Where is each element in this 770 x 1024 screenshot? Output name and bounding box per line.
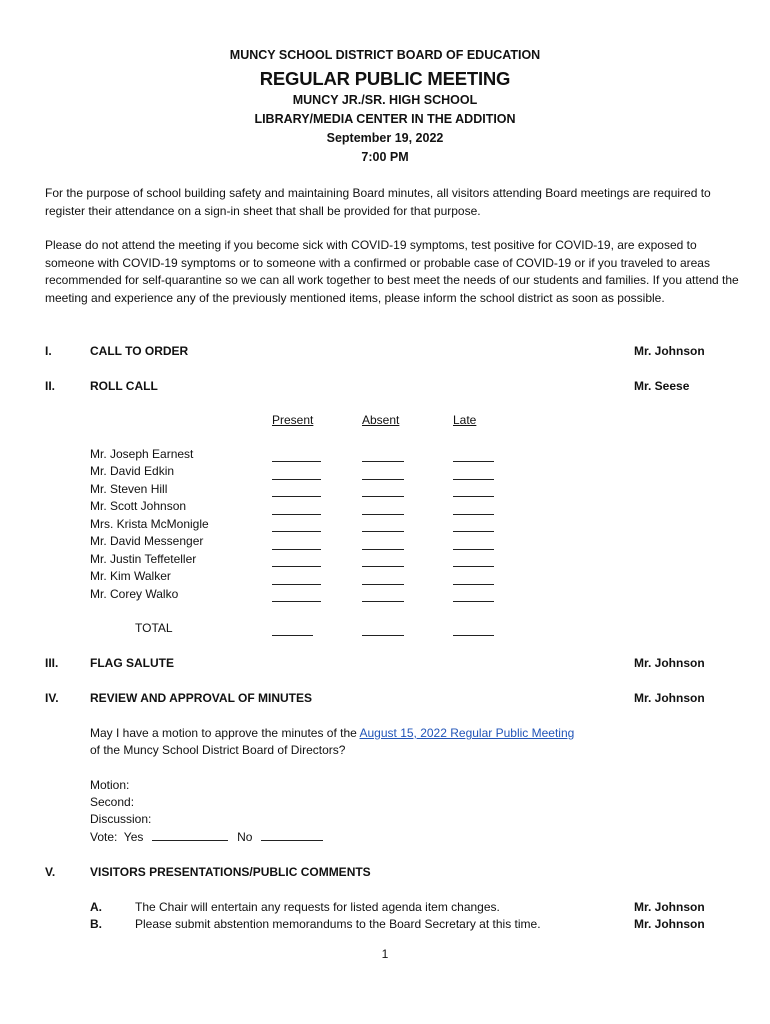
item-presenter: Mr. Seese [634,379,690,393]
roll-call-blank [272,601,321,602]
second-label: Second: [90,795,135,809]
roll-call-blank [272,549,321,550]
item-number: II. [45,379,56,393]
item-title: REVIEW AND APPROVAL OF MINUTES [90,691,313,705]
roll-call-blank [362,549,404,550]
school-name: MUNCY JR./SR. HIGH SCHOOL [292,93,478,107]
item-title: CALL TO ORDER [90,344,189,358]
total-blank [362,635,404,636]
column-header-present: Present [272,413,314,427]
roll-call-blank [362,514,404,515]
subitem-presenter: Mr. Johnson [634,900,705,914]
column-header-late: Late [453,413,477,427]
roll-call-member: Mr. Kim Walker [90,569,171,583]
roll-call-blank [362,496,404,497]
vote-line [90,830,323,844]
item-title: VISITORS PRESENTATIONS/PUBLIC COMMENTS [90,865,371,879]
roll-call-member: Mr. Justin Teffeteller [90,552,197,566]
meeting-title: REGULAR PUBLIC MEETING [259,68,511,89]
roll-call-blank [362,584,404,585]
roll-call-blank [362,531,404,532]
meeting-date: September 19, 2022 [326,131,444,145]
item-presenter: Mr. Johnson [634,656,705,670]
total-blank [453,635,494,636]
subitem-letter: A. [90,900,102,914]
subitem-presenter: Mr. Johnson [634,917,705,931]
roll-call-blank [272,514,321,515]
roll-call-member: Mr. Joseph Earnest [90,447,194,461]
intro-paragraph-covid: Please do not attend the meeting if you become sick with COVID-19 symptoms, test positive for COVID-19, are exposed to someone with COVID-19 symptoms or to someone with a confirmed or probable case of COVID-19 or if you traveled to areas recommended for self-quarantine so we can all work together to best meet the needs of our students and families. If you attend the meeting and experience any of the previously mentioned items, please inform the school district as soon as possible. [45,238,739,305]
subitem-text: The Chair will entertain any requests for listed agenda item changes. [135,900,500,914]
discussion-label: Discussion: [90,812,152,826]
roll-call-blank [272,584,321,585]
district-name: MUNCY SCHOOL DISTRICT BOARD OF EDUCATION [229,48,541,62]
item-number: III. [45,656,59,670]
minutes-link[interactable]: August 15, 2022 Regular Public Meeting [359,726,575,740]
subitem-letter: B. [90,917,102,931]
vote-no-blank [261,830,323,841]
meeting-time: 7:00 PM [361,150,409,164]
item-title: ROLL CALL [90,379,158,393]
roll-call-blank [272,566,321,567]
total-blank [272,635,313,636]
item-number: I. [45,344,52,358]
vote-yes-blank [152,830,228,841]
roll-call-blank [272,496,321,497]
page-number: 1 [381,947,389,961]
roll-call-blank [453,549,494,550]
intro-paragraph-signin: For the purpose of school building safety and maintaining Board minutes, all visitors attending Board meetings are required to register their attendance on a sign-in sheet that shall be provided for that purpose. [45,186,711,218]
roll-call-blank [362,566,404,567]
roll-call-blank [453,461,494,462]
roll-call-blank [453,514,494,515]
roll-call-blank [362,601,404,602]
roll-call-blank [272,461,321,462]
item-presenter: Mr. Johnson [634,691,705,705]
roll-call-blank [272,479,321,480]
item-presenter: Mr. Johnson [634,344,705,358]
roll-call-blank [453,601,494,602]
roll-call-blank [453,566,494,567]
vote-yes-label: Vote: Yes [90,830,144,844]
column-header-absent: Absent [362,413,400,427]
roll-call-blank [272,531,321,532]
roll-call-blank [453,584,494,585]
item-number: V. [45,865,56,879]
minutes-motion-prefix: May I have a motion to approve the minutes of the [90,726,360,740]
roll-call-member: Mr. Scott Johnson [90,499,187,513]
total-label: TOTAL [135,621,173,635]
item-title: FLAG SALUTE [90,656,174,670]
minutes-motion-text [90,726,574,740]
vote-no-label: No [237,830,253,844]
roll-call-blank [453,479,494,480]
meeting-location: LIBRARY/MEDIA CENTER IN THE ADDITION [254,112,516,126]
roll-call-member: Mr. David Messenger [90,534,204,548]
item-number: IV. [45,691,59,705]
roll-call-member: Mr. Corey Walko [90,587,179,601]
subitem-text: Please submit abstention memorandums to the Board Secretary at this time. [135,917,541,931]
motion-label: Motion: [90,778,130,792]
roll-call-blank [453,531,494,532]
roll-call-blank [362,461,404,462]
roll-call-member: Mr. David Edkin [90,464,175,478]
roll-call-blank [453,496,494,497]
roll-call-member: Mr. Steven Hill [90,482,168,496]
roll-call-member: Mrs. Krista McMonigle [90,517,209,531]
roll-call-blank [362,479,404,480]
minutes-motion-suffix: of the Muncy School District Board of Directors? [90,743,346,757]
